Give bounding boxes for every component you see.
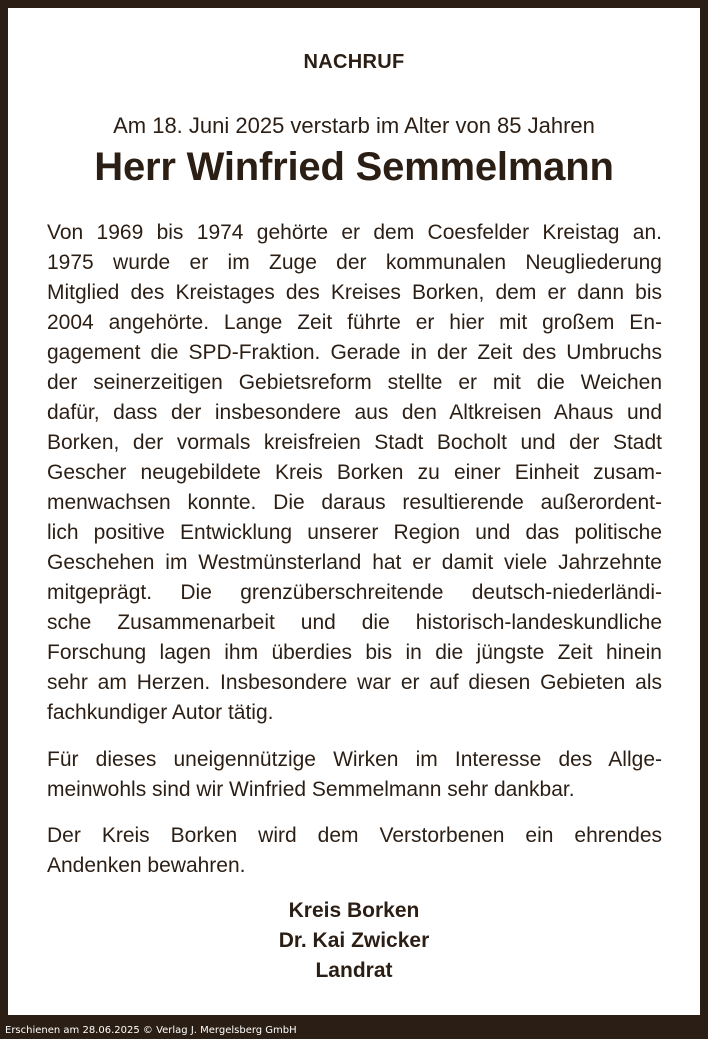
signature-block [8, 896, 700, 986]
death-announcement: Am 18. Juni 2025 verstarb im Alter von 85 Jahren [113, 113, 595, 138]
tribute-line: Gescher neugebildete Kreis Borken zu einer Einheit zusam- [47, 461, 662, 484]
remembrance-line: Der Kreis Borken wird dem Verstorbenen ein ehrendes [47, 824, 662, 847]
tribute-line: menwachsen konnte. Die daraus resultierende außerordent- [47, 491, 662, 514]
tribute-line: fachkundiger Autor tätig. [47, 701, 274, 724]
notice-heading: NACHRUF [303, 51, 405, 73]
tribute-line: Mitglied des Kreistages des Kreises Borken, dem er dann bis [47, 281, 662, 304]
signature-title: Landrat [315, 959, 393, 982]
tribute-line: der seinerzeitigen Gebietsreform stellte er mit die Weichen [47, 371, 662, 394]
tribute-line: Borken, der vormals kreisfreien Stadt Bocholt und der Stadt [47, 431, 662, 454]
signature-organization: Kreis Borken [288, 899, 420, 922]
tribute-line: Forschung lagen ihm überdies bis in die jüngste Zeit hinein [47, 641, 662, 664]
tribute-line: Geschehen im Westmünsterland hat er damit viele Jahrzehnte [47, 551, 662, 574]
tribute-line: sche Zusammenarbeit und die historisch-landeskundliche [47, 611, 662, 634]
remembrance-paragraph [47, 821, 662, 881]
signature-person: Dr. Kai Zwicker [278, 929, 430, 952]
deceased-name: Herr Winfried Semmelmann [94, 145, 614, 189]
remembrance-line: Andenken bewahren. [47, 854, 246, 877]
tribute-line: dafür, dass der insbesondere aus den Altkreisen Ahaus und [47, 401, 662, 424]
tribute-line: 1975 wurde er im Zuge der kommunalen Neugliederung [47, 251, 662, 274]
tribute-line: mitgeprägt. Die grenzüberschreitende deutsch-niederländi- [47, 581, 662, 604]
tribute-line: sehr am Herzen. Insbesondere war er auf diesen Gebieten als [47, 671, 662, 694]
tribute-line: 2004 angehörte. Lange Zeit führte er hier mit großem En- [47, 311, 662, 334]
gratitude-line: Für dieses uneigennützige Wirken im Interesse des Allge- [47, 748, 662, 771]
publication-footer: Erschienen am 28.06.2025 © Verlag J. Mergelsberg GmbH [5, 1025, 297, 1036]
obituary-notice [8, 8, 700, 1015]
gratitude-paragraph [47, 745, 662, 805]
tribute-paragraph [47, 218, 662, 728]
gratitude-line: meinwohls sind wir Winfried Semmelmann sehr dankbar. [47, 778, 575, 801]
tribute-line: gagement die SPD-Fraktion. Gerade in der Zeit des Umbruchs [47, 341, 662, 364]
tribute-line: Von 1969 bis 1974 gehörte er dem Coesfelder Kreistag an. [47, 221, 662, 244]
tribute-line: lich positive Entwicklung unserer Region und das politische [47, 521, 662, 544]
